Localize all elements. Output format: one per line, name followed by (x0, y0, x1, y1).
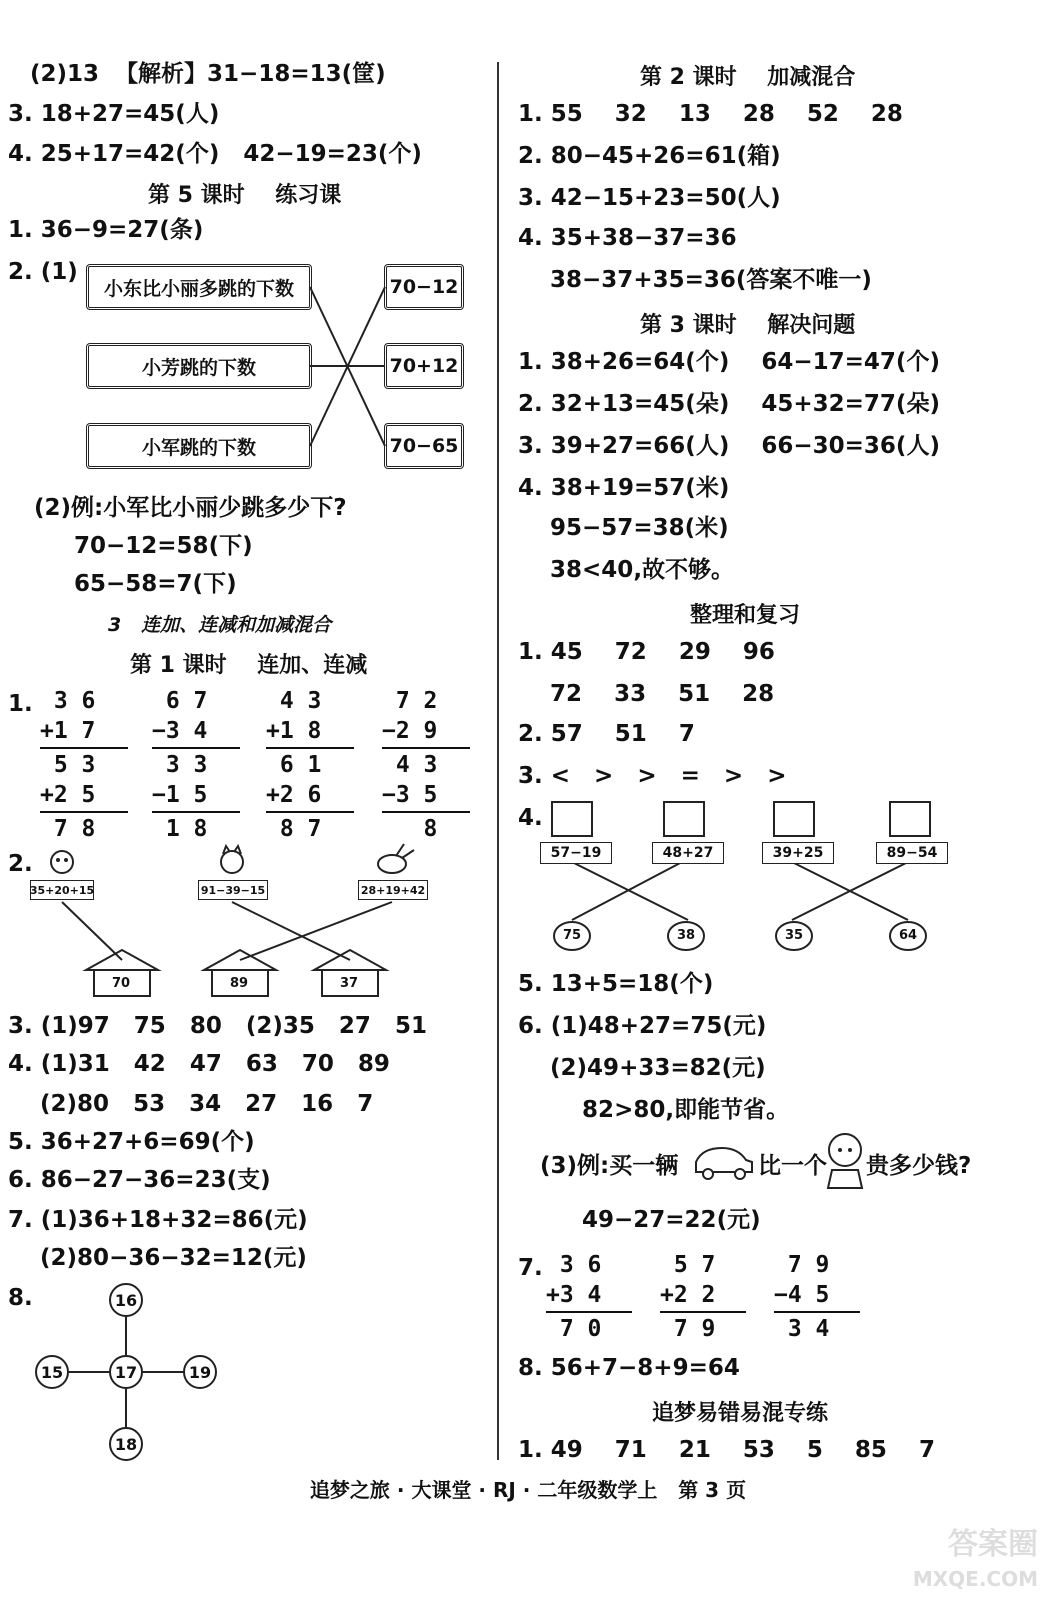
q8-bottom: 18 (109, 1427, 143, 1461)
q2-expr-3: 28+19+42 (358, 880, 428, 900)
vcalc-rule (546, 1311, 632, 1313)
vcalc-row: 8 (382, 816, 438, 842)
q4-label: 4. (518, 805, 543, 831)
l3-line-5: 95−57=38(米) (518, 515, 729, 541)
doll-icon (822, 1130, 868, 1192)
left-rest-4: 5. 36+27+6=69(个) (8, 1129, 255, 1155)
match-left-1: 小东比小丽多跳的下数 (86, 264, 312, 310)
rabbit-icon (378, 844, 414, 873)
l5-q2-2-c: 65−58=7(下) (74, 571, 237, 597)
vcalc-row: 1 8 (152, 816, 208, 842)
l3-line-6: 38<40,故不够。 (518, 557, 735, 583)
q4-fish-3: 35 (785, 928, 804, 943)
q7-label: 7. (518, 1255, 543, 1281)
watermark (913, 1528, 1038, 1596)
vcalc-row: 7 0 (546, 1316, 602, 1342)
vcalc-row: 7 9 (660, 1316, 716, 1342)
q4-expr-3: 39+25 (762, 842, 834, 864)
vcalc-row: +2 5 (40, 782, 96, 808)
l5-q1: 1. 36−9=27(条) (8, 217, 204, 243)
left-rest-5: 6. 86−27−36=23(支) (8, 1167, 271, 1193)
vcalc-row: 7 9 (774, 1252, 830, 1278)
rv-line-4: 3. < > > = > > (518, 763, 787, 789)
vcalc-row: −4 5 (774, 1282, 830, 1308)
l2-line-5: 38−37+35=36(答案不唯一) (518, 267, 872, 293)
page-footer: 追梦之旅 · 大课堂 · RJ · 二年级数学上 第 3 页 (309, 1478, 747, 1502)
q2-house-3: 37 (340, 976, 359, 991)
q8-right: 8. 56+7−8+9=64 (518, 1355, 740, 1381)
q4-expr-1: 57−19 (540, 842, 612, 864)
rv2-line-4: 82>80,即能节省。 (518, 1097, 790, 1123)
rv2-line-1: 5. 13+5=18(个) (518, 971, 714, 997)
column-divider (497, 62, 499, 1460)
q8-left: 15 (35, 1355, 69, 1389)
q7-calc-1 (546, 1250, 632, 1344)
q6-3-c: 贵多少钱? (866, 1153, 972, 1179)
q8-right: 19 (183, 1355, 217, 1389)
vcalc-row: 7 2 (382, 688, 438, 714)
vcalc-rule (266, 811, 354, 813)
match-right-1: 70−12 (384, 264, 464, 310)
vcalc-row: 3 3 (152, 752, 208, 778)
left-line-3: 4. 25+17=42(个) 42−19=23(个) (8, 141, 422, 167)
q1-label: 1. (8, 691, 33, 717)
rv-line-1: 1. 45 72 29 96 (518, 639, 775, 665)
l5-q2-label: 2. (1) (8, 259, 78, 285)
vcalc-row: 4 3 (266, 688, 322, 714)
vcalc-row: 6 7 (152, 688, 208, 714)
watermark-line: MXQE.COM (912, 1567, 1038, 1591)
vcalc-rule (40, 747, 128, 749)
drill-q1: 1. 49 71 21 53 5 85 7 (518, 1437, 935, 1463)
unit3-title: 3 连加、连减和加减混合 (108, 614, 332, 636)
q4-expr-4: 89−54 (876, 842, 948, 864)
vcalc-row: 6 1 (266, 752, 322, 778)
left-rest-3: (2)80 53 34 27 16 7 (8, 1091, 374, 1117)
q4-fish-4: 64 (899, 928, 918, 943)
left-line-2: 3. 18+27=45(人) (8, 101, 220, 127)
lesson2-title: 第 2 课时 加减混合 (640, 65, 856, 90)
cat-icon (221, 846, 243, 873)
rv2-line-2: 6. (1)48+27=75(元) (518, 1013, 767, 1039)
left-rest-1: 3. (1)97 75 80 (2)35 27 51 (8, 1013, 427, 1039)
l5-q2-2-a: (2)例:小军比小丽少跳多少下? (34, 495, 347, 521)
q6-3-ans: 49−27=22(元) (582, 1207, 761, 1233)
vcalc-row: +3 4 (546, 1282, 602, 1308)
left-rest-6: 7. (1)36+18+32=86(元) (8, 1207, 308, 1233)
q8-center: 17 (109, 1355, 143, 1389)
q6-3-b: 比一个 (758, 1153, 827, 1179)
vcalc-2 (152, 686, 240, 844)
car-icon (692, 1142, 756, 1182)
l2-line-2: 2. 80−45+26=61(箱) (518, 143, 781, 169)
vcalc-3 (266, 686, 354, 844)
q6-3-a: (3)例:买一辆 (540, 1153, 679, 1179)
vcalc-row: 3 4 (774, 1316, 830, 1342)
q2-expr-2: 91−39−15 (198, 880, 268, 900)
vcalc-rule (152, 747, 240, 749)
drill-title: 追梦易错易混专练 (652, 1401, 829, 1426)
vcalc-row: −2 9 (382, 718, 438, 744)
l3-line-3: 3. 39+27=66(人) 66−30=36(人) (518, 433, 940, 459)
match-left-3: 小军跳的下数 (86, 423, 312, 469)
cat-icon (552, 802, 930, 836)
lesson3-title: 第 3 课时 解决问题 (640, 313, 856, 338)
vcalc-row: 4 3 (382, 752, 438, 778)
q8-top: 16 (109, 1283, 143, 1317)
q2-label: 2. (8, 851, 33, 877)
vcalc-row: 5 7 (660, 1252, 716, 1278)
q4-fish-1: 75 (563, 928, 582, 943)
q8-label: 8. (8, 1285, 33, 1311)
vcalc-rule (266, 747, 354, 749)
q2-house-1: 70 (112, 976, 131, 991)
vcalc-1 (40, 686, 128, 844)
l2-line-3: 3. 42−15+23=50(人) (518, 185, 781, 211)
rv-line-3: 2. 57 51 7 (518, 721, 695, 747)
vcalc-4 (382, 686, 470, 844)
vcalc-row: −1 5 (152, 782, 208, 808)
vcalc-row: −3 4 (152, 718, 208, 744)
vcalc-row: +1 7 (40, 718, 96, 744)
vcalc-rule (152, 811, 240, 813)
vcalc-row: +2 2 (660, 1282, 716, 1308)
match-left-2: 小芳跳的下数 (86, 343, 312, 389)
q4-figure (520, 796, 950, 966)
l3-line-4: 4. 38+19=57(米) (518, 475, 730, 501)
q4-expr-2: 48+27 (652, 842, 724, 864)
vcalc-row: 3 6 (40, 688, 96, 714)
lesson1-title: 第 1 课时 连加、连减 (130, 653, 368, 678)
vcalc-rule (40, 811, 128, 813)
q4-fish-2: 38 (677, 928, 696, 943)
rv2-line-3: (2)49+33=82(元) (518, 1055, 766, 1081)
rv-line-2: 72 33 51 28 (518, 681, 775, 707)
l5-q2-2-b: 70−12=58(下) (74, 533, 253, 559)
l3-line-1: 1. 38+26=64(个) 64−17=47(个) (518, 349, 940, 375)
vcalc-row: −3 5 (382, 782, 438, 808)
left-rest-2: 4. (1)31 42 47 63 70 89 (8, 1051, 390, 1077)
q2-house-2: 89 (230, 976, 249, 991)
watermark-line: 答案圈 (948, 1527, 1038, 1562)
q2-figure (0, 840, 500, 1010)
vcalc-row: 3 6 (546, 1252, 602, 1278)
q7-calc-2 (660, 1250, 746, 1344)
l2-line-4: 4. 35+38−37=36 (518, 225, 737, 251)
l3-line-2: 2. 32+13=45(朵) 45+32=77(朵) (518, 391, 940, 417)
vcalc-rule (382, 747, 470, 749)
match-right-2: 70+12 (384, 343, 464, 389)
vcalc-row: 8 7 (266, 816, 322, 842)
vcalc-row: +1 8 (266, 718, 322, 744)
q2-expr-1: 35+20+15 (30, 880, 94, 900)
q7-calc-3 (774, 1250, 860, 1344)
vcalc-rule (660, 1311, 746, 1313)
vcalc-row: 5 3 (40, 752, 96, 778)
match-right-3: 70−65 (384, 423, 464, 469)
left-rest-7: (2)80−36−32=12(元) (8, 1245, 307, 1271)
lesson5-title: 第 5 课时 练习课 (148, 183, 342, 208)
left-line-1: (2)13 【解析】31−18=13(筐) (30, 61, 386, 87)
review-title: 整理和复习 (690, 603, 801, 628)
fish-icon (554, 922, 926, 950)
vcalc-rule (774, 1311, 860, 1313)
vcalc-row: +2 6 (266, 782, 322, 808)
vcalc-row: 7 8 (40, 816, 96, 842)
l2-line-1: 1. 55 32 13 28 52 28 (518, 101, 903, 127)
vcalc-rule (382, 811, 470, 813)
monkey-icon (51, 851, 73, 873)
